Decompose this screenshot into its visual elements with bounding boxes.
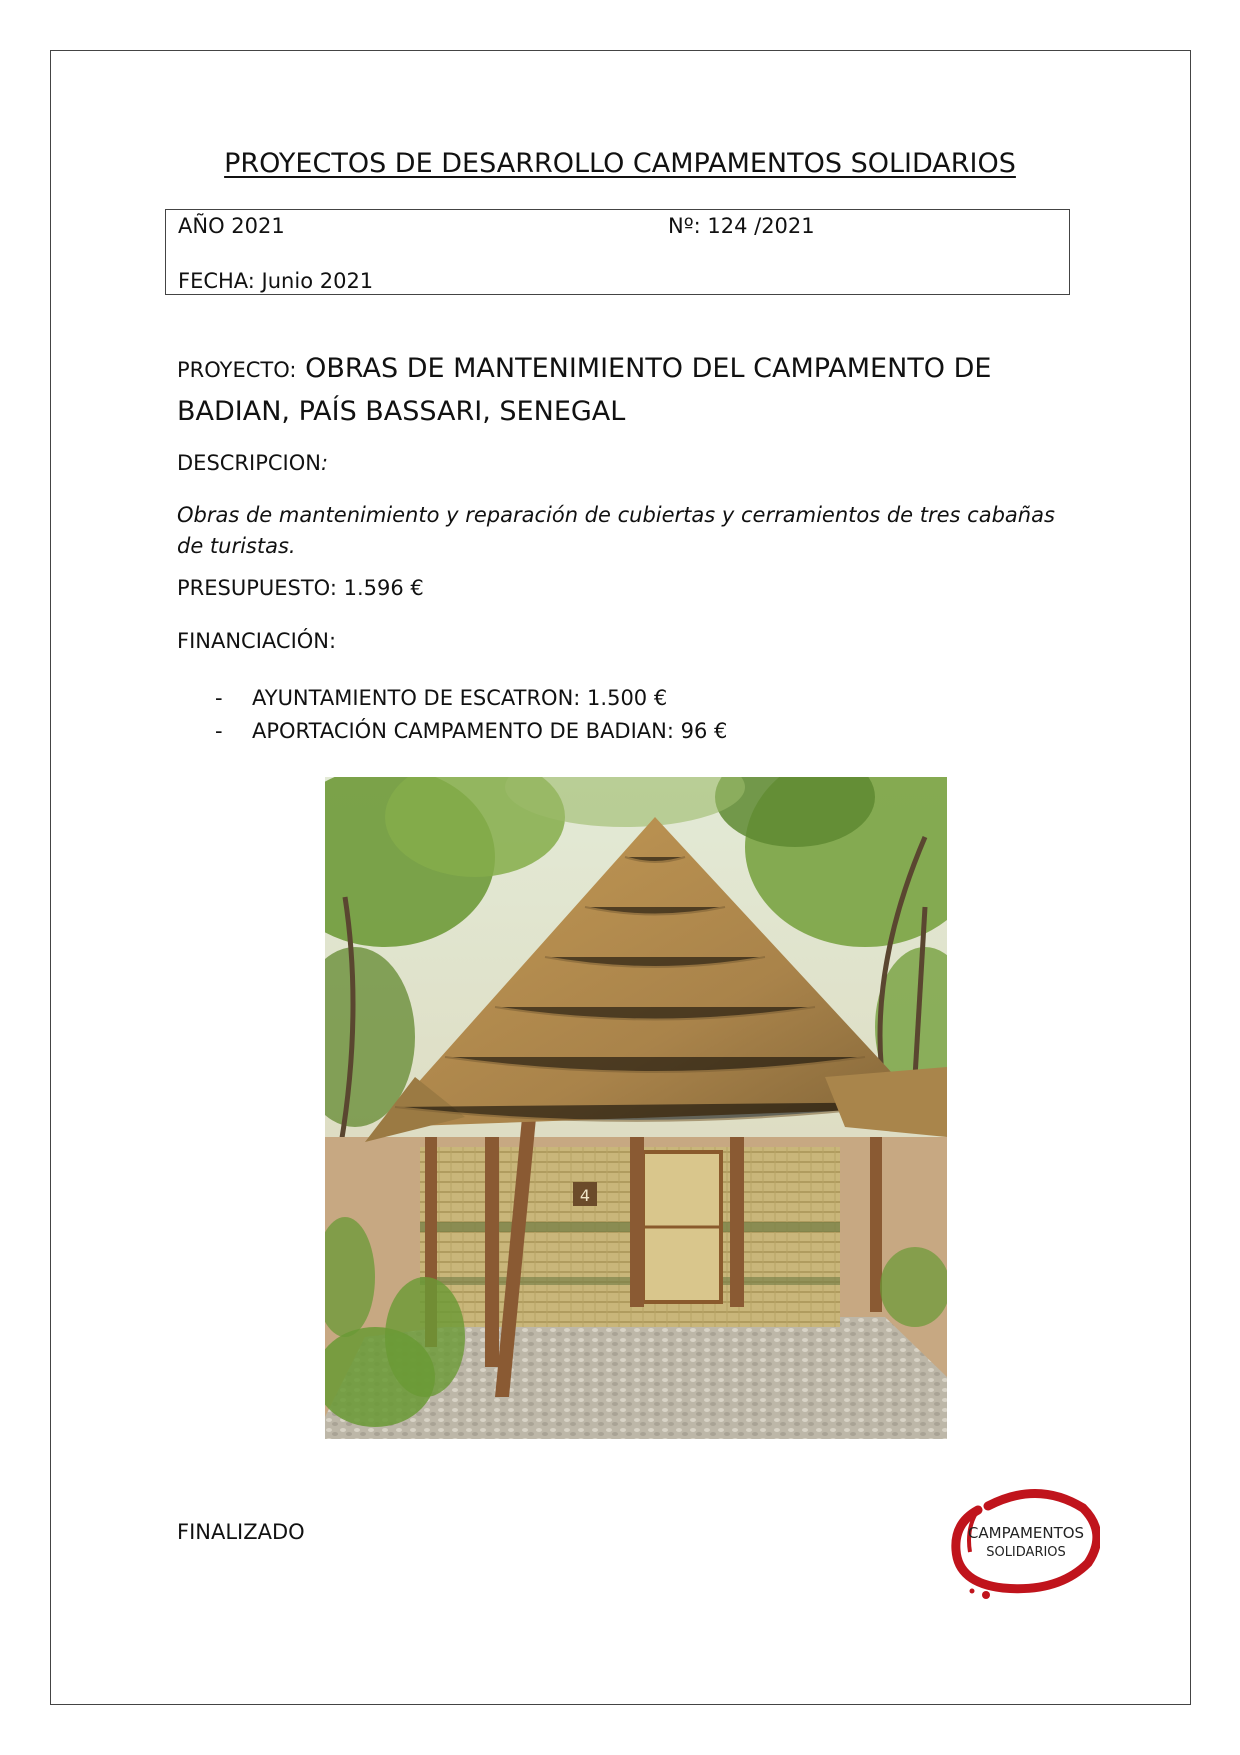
hut-photo — [325, 777, 947, 1439]
year-field: AÑO 2021 — [178, 214, 285, 238]
logo-line2: SOLIDARIOS — [986, 1545, 1066, 1560]
campamentos-solidarios-logo — [948, 1488, 1100, 1600]
hut-number: 4 — [579, 1186, 591, 1205]
financing-item: - APORTACIÓN CAMPAMENTO DE BADIAN: 96 € — [215, 715, 727, 748]
description-text: Obras de mantenimiento y reparación de cubiertas y cerramientos de tres cabañas de turistas. — [177, 503, 1055, 558]
info-box — [165, 209, 1070, 295]
date-field: FECHA: Junio 2021 — [178, 269, 374, 293]
description-colon: : — [320, 451, 329, 475]
budget-line: PRESUPUESTO: 1.596 € — [177, 576, 424, 600]
financing-label: FINANCIACIÓN: — [177, 629, 337, 653]
description-heading — [177, 451, 328, 475]
project-label: PROYECTO: — [177, 358, 297, 382]
financing-list — [215, 682, 727, 748]
status-text: FINALIZADO — [177, 1520, 305, 1544]
description-label: DESCRIPCION — [177, 451, 321, 475]
project-heading — [177, 348, 1077, 433]
financing-item: - AYUNTAMIENTO DE ESCATRON: 1.500 € — [215, 682, 727, 715]
project-name: OBRAS DE MANTENIMIENTO DEL CAMPAMENTO DE BADIAN, PAÍS BASSARI, SENEGAL — [177, 353, 992, 427]
page-title: PROYECTOS DE DESARROLLO CAMPAMENTOS SOLIDARIOS — [224, 148, 1016, 179]
project-number: Nº: 124 /2021 — [668, 214, 815, 238]
logo-line1: CAMPAMENTOS — [967, 1524, 1085, 1542]
